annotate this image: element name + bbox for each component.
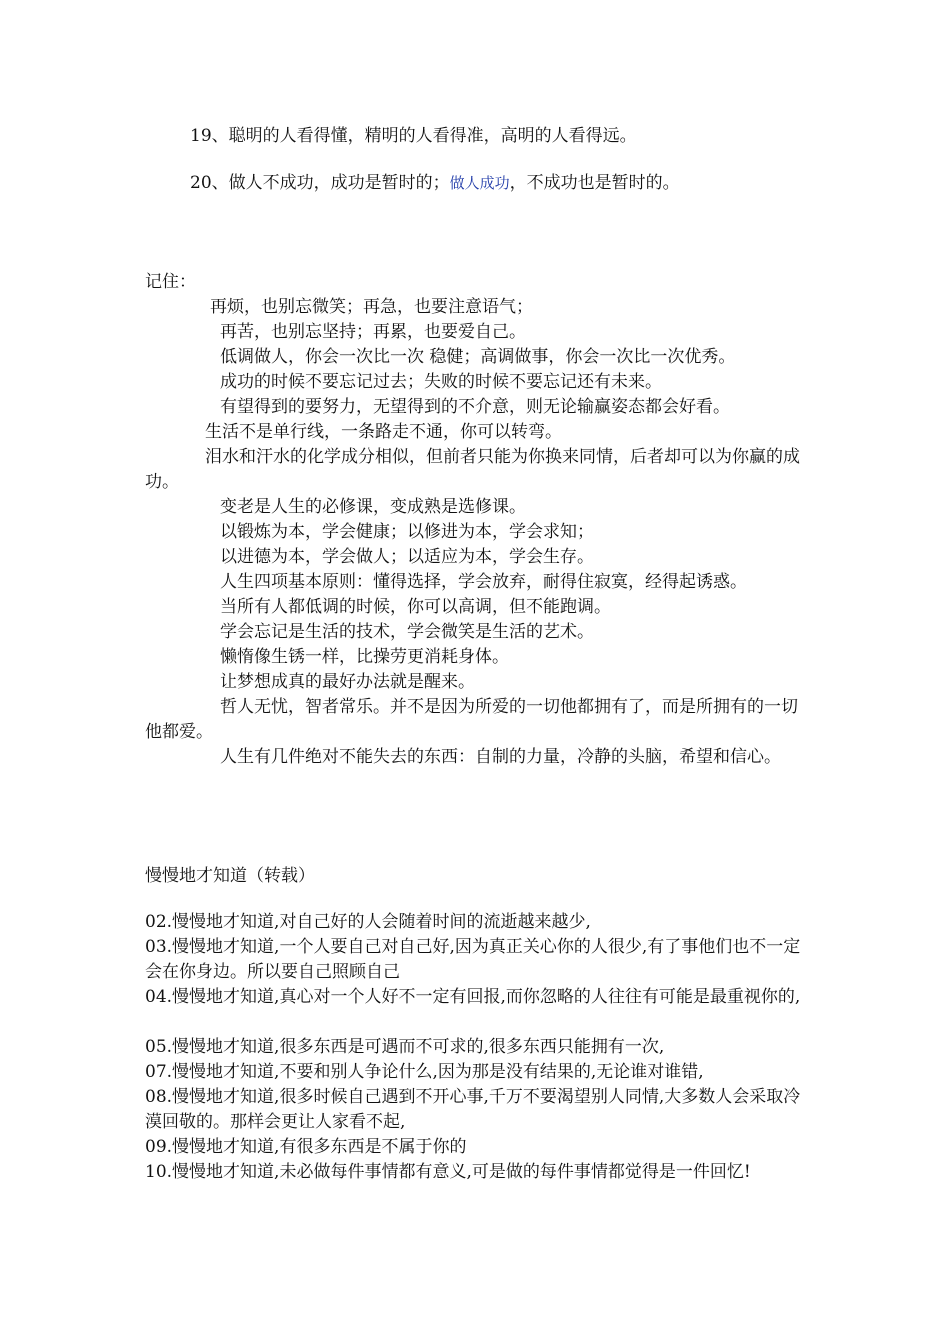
- slowly-item: 10.慢慢地才知道,未必做每件事情都有意义,可是做的每件事情都觉得是一件回忆!: [145, 1162, 751, 1182]
- remember-paragraph: 泪水和汗水的化学成分相似，但前者只能为你换来同情，后者却可以为你赢的成功。: [145, 447, 800, 492]
- slowly-item: 02.慢慢地才知道,对自己好的人会随着时间的流逝越来越少,: [145, 912, 591, 932]
- section-heading-slowly: 慢慢地才知道（转载）: [145, 866, 315, 886]
- slowly-item: 09.慢慢地才知道,有很多东西是不属于你的: [145, 1137, 467, 1157]
- item-20-text-after: ，不成功也是暂时的。: [509, 173, 680, 193]
- slowly-item: 08.慢慢地才知道,很多时候自己遇到不开心事,千万不要渴望别人同情,大多数人会采取冷漠回敬的。那样会更让人家看不起,: [145, 1087, 801, 1132]
- remember-line: 懒惰像生锈一样，比操劳更消耗身体。: [220, 647, 509, 667]
- slowly-item: 04.慢慢地才知道,真心对一个人好不一定有回报,而你忽略的人往往有可能是最重视你的,: [145, 987, 801, 1007]
- item-20-text-before: 20、做人不成功，成功是暂时的；: [190, 173, 450, 193]
- remember-line: 让梦想成真的最好办法就是醒来。: [220, 672, 475, 692]
- remember-line: 生活不是单行线，一条路走不通，你可以转弯。: [205, 422, 562, 442]
- slowly-item: 07.慢慢地才知道,不要和别人争论什么,因为那是没有结果的,无论谁对谁错,: [145, 1062, 704, 1082]
- item-20: [190, 171, 680, 196]
- remember-line: 再烦，也别忘微笑；再急，也要注意语气；: [210, 297, 533, 317]
- remember-line: 再苦，也别忘坚持；再累，也要爱自己。: [220, 322, 526, 342]
- remember-line: 有望得到的要努力，无望得到的不介意，则无论输赢姿态都会好看。: [220, 397, 730, 417]
- remember-line: 人生四项基本原则：懂得选择，学会放弃，耐得住寂寞，经得起诱惑。: [220, 572, 747, 592]
- remember-line: 低调做人，你会一次比一次 稳健；高调做事，你会一次比一次优秀。: [220, 347, 736, 367]
- item-19: 19、聪明的人看得懂，精明的人看得准，高明的人看得远。: [190, 126, 637, 146]
- slowly-item: 05.慢慢地才知道,很多东西是可遇而不可求的,很多东西只能拥有一次,: [145, 1037, 665, 1057]
- remember-line: 当所有人都低调的时候，你可以高调，但不能跑调。: [220, 597, 611, 617]
- slowly-item: 03.慢慢地才知道,一个人要自己对自己好,因为真正关心你的人很少,有了事他们也不一定会在你身边。所以要自己照顾自己: [145, 937, 801, 982]
- remember-paragraph: 哲人无忧，智者常乐。并不是因为所爱的一切他都拥有了，而是所拥有的一切他都爱。: [145, 697, 798, 742]
- item-20-link[interactable]: 做人成功: [449, 174, 510, 192]
- remember-line: 变老是人生的必修课，变成熟是选修课。: [220, 497, 526, 517]
- remember-line: 成功的时候不要忘记过去；失败的时候不要忘记还有未来。: [220, 372, 662, 392]
- remember-line: 以进德为本，学会做人；以适应为本，学会生存。: [220, 547, 594, 567]
- remember-paragraph: 人生有几件绝对不能失去的东西：自制的力量，冷静的头脑，希望和信心。: [220, 747, 781, 767]
- remember-line: 学会忘记是生活的技术，学会微笑是生活的艺术。: [220, 622, 594, 642]
- remember-line: 以锻炼为本，学会健康；以修进为本，学会求知；: [220, 522, 594, 542]
- section-heading-remember: 记住：: [145, 272, 196, 292]
